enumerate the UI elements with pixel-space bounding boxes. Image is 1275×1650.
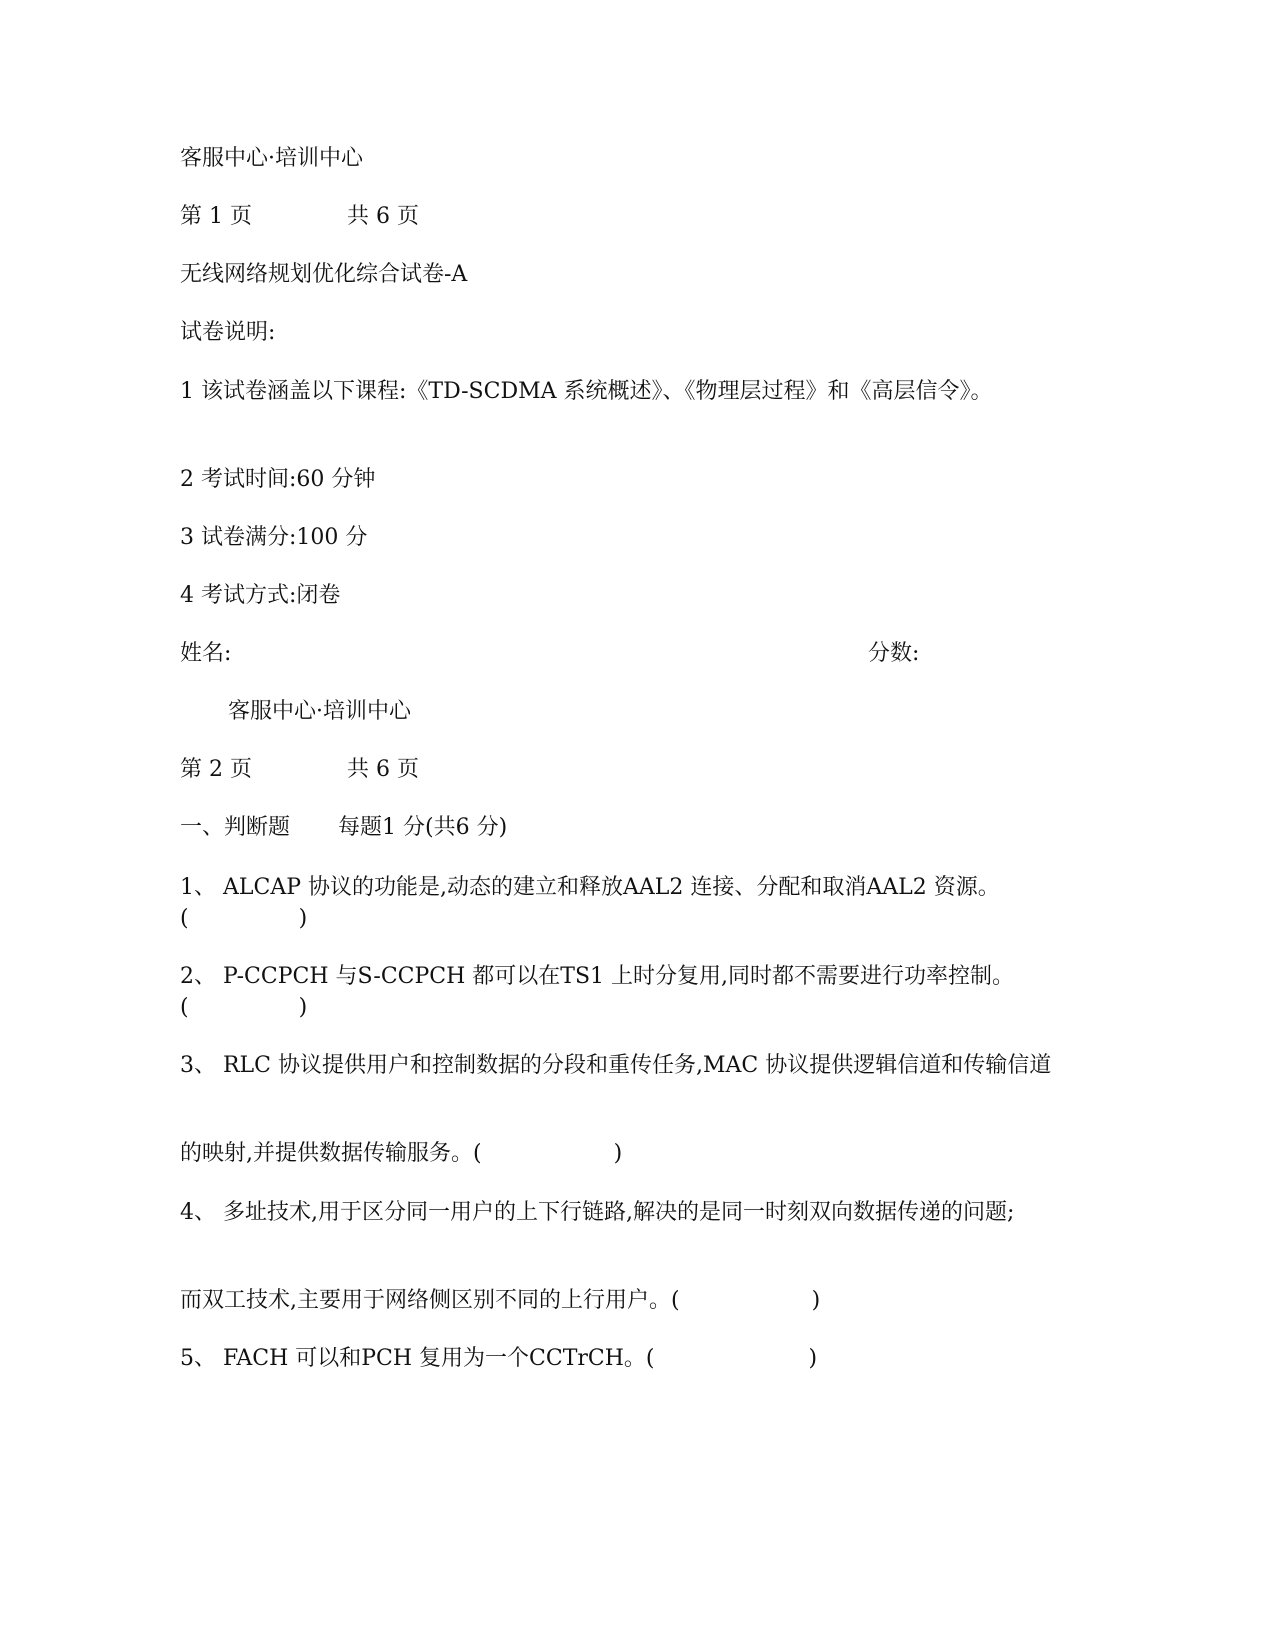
page2-header: 客服中心·培训中心 [228, 699, 411, 724]
page2-total-label: 共 6 页 [346, 757, 419, 782]
page2-page-label: 第 2 页 [180, 757, 252, 782]
instruction-item: 1 该试卷涵盖以下课程:《TD-SCDMA 系统概述》、《物理层过程》和《高层信令》。 [180, 379, 993, 404]
section-title: 一、判断题 [180, 815, 291, 840]
section-scoring: 每题1 分(共6 分) [338, 815, 508, 840]
name-label: 姓名: [180, 641, 232, 666]
question-item: 2、 P-CCPCH 与S-CCPCH 都可以在TS1 上时分复用,同时都不需要进行功率控制。( ) [180, 964, 1015, 1020]
score-label: 分数: [868, 641, 920, 666]
page1-header: 客服中心·培训中心 [180, 146, 363, 171]
question-item-continuation: 而双工技术,主要用于网络侧区别不同的上行用户。( ) [180, 1288, 821, 1313]
question-item: 5、 FACH 可以和PCH 复用为一个CCTrCH。( ) [180, 1346, 818, 1371]
instruction-item: 4 考试方式:闭卷 [180, 583, 341, 608]
section-heading [180, 814, 507, 842]
page1-page-number [180, 203, 419, 231]
page1-total-label: 共 6 页 [346, 204, 419, 229]
exam-title: 无线网络规划优化综合试卷-A [180, 262, 468, 287]
instruction-item: 3 试卷满分:100 分 [180, 525, 368, 550]
instruction-item: 2 考试时间:60 分钟 [180, 467, 376, 492]
page1-page-label: 第 1 页 [180, 204, 252, 229]
page2-page-number [180, 756, 419, 784]
question-item-continuation: 的映射,并提供数据传输服务。( ) [180, 1141, 623, 1166]
question-item: 3、 RLC 协议提供用户和控制数据的分段和重传任务,MAC 协议提供逻辑信道和传输信道 [180, 1053, 1052, 1078]
question-item: 4、 多址技术,用于区分同一用户的上下行链路,解决的是同一时刻双向数据传递的问题; [180, 1200, 1015, 1225]
instructions-heading: 试卷说明: [180, 320, 276, 345]
question-item: 1、 ALCAP 协议的功能是,动态的建立和释放AAL2 连接、分配和取消AAL2 资源。( ) [180, 875, 1000, 931]
